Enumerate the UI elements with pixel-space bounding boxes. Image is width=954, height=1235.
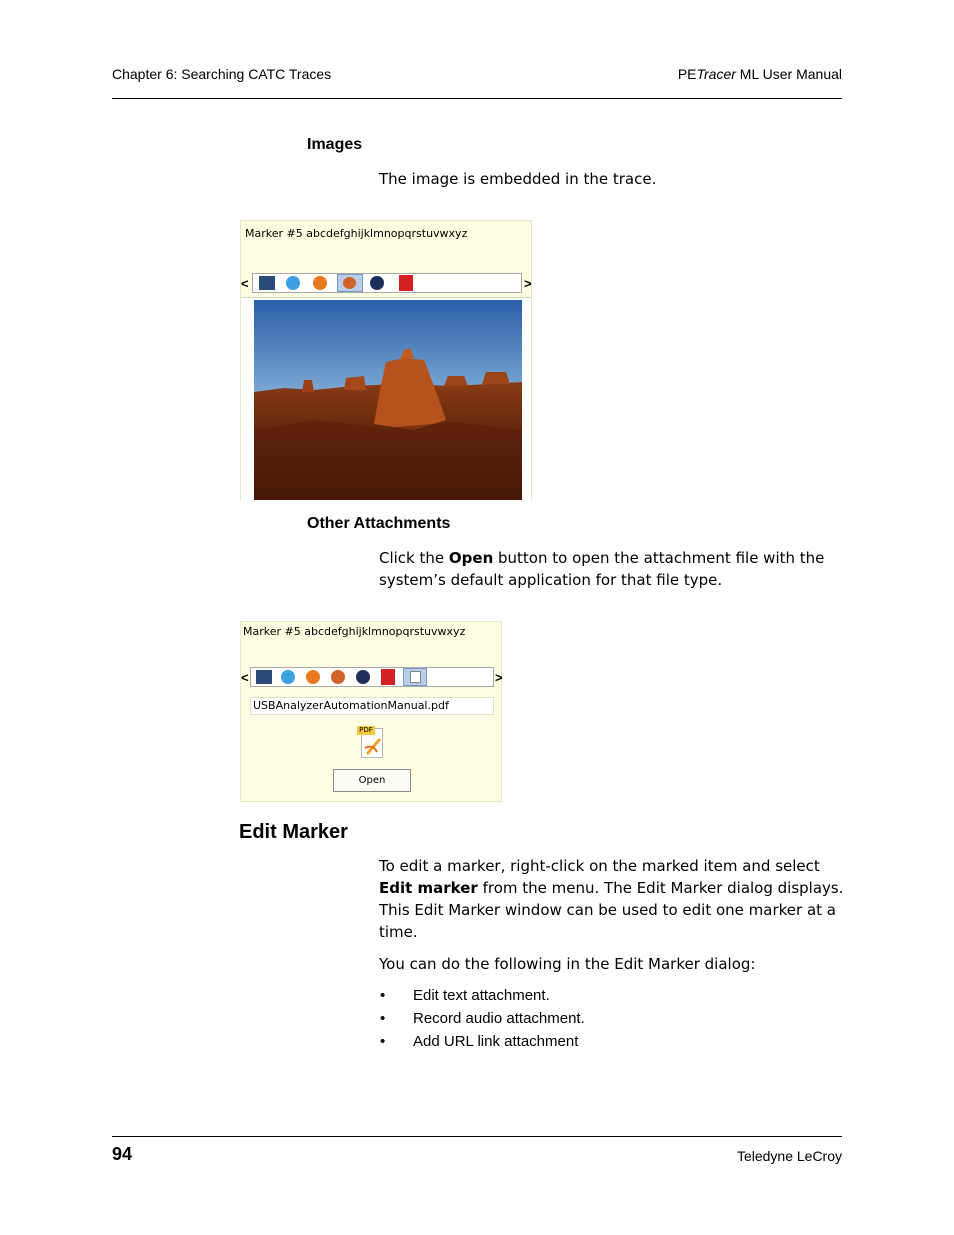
image-marker-screenshot [240,220,532,500]
audio-icon[interactable] [286,276,300,290]
page-number: 94 [112,1144,133,1164]
youtube-icon[interactable] [381,669,395,685]
audio-icon[interactable] [281,670,295,684]
pdf-marker-screenshot [240,621,502,802]
company-name: Teledyne LeCroy [736,1148,842,1164]
list-item: Record audio attachment. [413,1010,585,1027]
bullet-glyph: • [380,987,386,1004]
footer-rule [112,1136,842,1137]
edit-marker-intro: You can do the following in the Edit Marker dialog: [379,955,756,973]
video-icon[interactable] [256,670,272,684]
manual-title: PETracer ML User Manual [677,66,842,82]
open-button[interactable]: Open [333,769,411,792]
desert-photo [254,300,522,500]
pdf-icon-selected[interactable] [403,668,427,686]
images-heading: Images [307,136,363,153]
pdf-file-icon [357,726,385,758]
flower-icon[interactable] [313,276,327,290]
nav-next-button[interactable]: > [524,276,532,291]
youtube-icon[interactable] [399,275,413,291]
bullet-glyph: • [380,1033,386,1050]
pdf-badge: PDF [357,726,375,735]
nav-prev-button[interactable]: < [241,276,249,291]
list-item: Edit text attachment. [413,987,550,1004]
image-icon-selected[interactable] [337,274,363,292]
other-attachments-heading: Other Attachments [307,515,451,532]
attachment-filename: USBAnalyzerAutomationManual.pdf [250,697,494,715]
marker-label: Marker #5 abcdefghijklmnopqrstuvwxyz [243,625,466,638]
header-rule [112,98,842,99]
edit-marker-heading: Edit Marker [239,821,348,843]
camera-icon[interactable] [370,276,384,290]
bullet-glyph: • [380,1010,386,1027]
images-text: The image is embedded in the trace. [379,170,657,188]
video-icon[interactable] [259,276,275,290]
list-item: Add URL link attachment [413,1033,579,1050]
attachment-toolbar [252,273,522,293]
image-icon[interactable] [331,670,345,684]
flower-icon[interactable] [306,670,320,684]
other-attachments-text: Click the Open button to open the attachment file with the system’s default application for that file type. [379,549,825,589]
nav-prev-button[interactable]: < [241,670,249,685]
marker-label: Marker #5 abcdefghijklmnopqrstuvwxyz [245,227,468,240]
camera-icon[interactable] [356,670,370,684]
attachment-toolbar [250,667,494,687]
chapter-title: Chapter 6: Searching CATC Traces [112,66,332,82]
nav-next-button[interactable]: > [495,670,503,685]
edit-marker-paragraph: To edit a marker, right-click on the marked item and select Edit marker from the menu. The Edit Marker dialog displays. This Edit Marker window can be used to edit one marker at a time. [379,857,844,941]
